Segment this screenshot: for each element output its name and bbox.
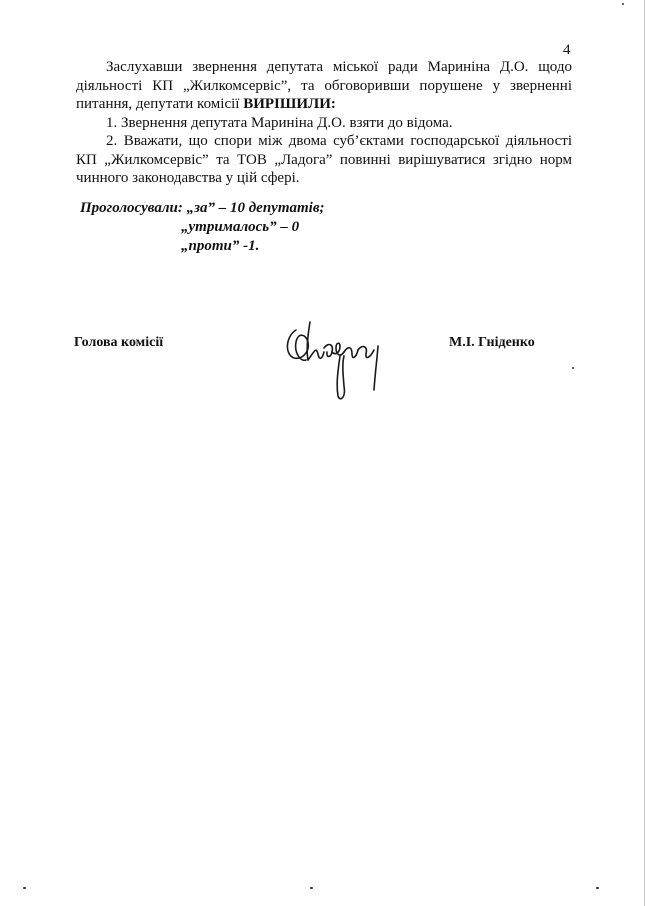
vote-abstained: „утрималось” – 0 bbox=[181, 219, 300, 235]
signatory-title: Голова комісії bbox=[74, 335, 164, 350]
paragraph-line: діяльності КП „Жилкомсервіс”, та обговоривши порушене у зверненні bbox=[76, 77, 572, 94]
paragraph-line: КП „Жилкомсервіс” та ТОВ „Ладога” повинні вирішуватися згідно норм bbox=[76, 151, 572, 168]
page-number: 4 bbox=[563, 42, 571, 58]
vote-for: Проголосували: „за” – 10 депутатів; bbox=[80, 200, 325, 216]
signatory-name: М.І. Гніденко bbox=[449, 335, 535, 350]
vote-results bbox=[80, 199, 325, 256]
paragraph-line: Заслухавши звернення депутата міської ради Мариніна Д.О. щодо bbox=[106, 59, 572, 75]
paragraph-line: 1. Звернення депутата Мариніна Д.О. взяти до відома. bbox=[106, 114, 453, 131]
decision-item-1 bbox=[76, 114, 572, 133]
paragraph-line: чинного законодавства у цій сфері. bbox=[76, 170, 300, 186]
scan-speck bbox=[572, 367, 574, 369]
handwritten-signature bbox=[282, 312, 394, 404]
decided-heading: ВИРІШИЛИ: bbox=[243, 96, 336, 112]
scan-speck bbox=[622, 3, 624, 5]
document-body bbox=[76, 58, 572, 188]
paragraph-hearing bbox=[76, 58, 572, 114]
paragraph-line: 2. Вважати, що спори між двома суб’єктами господарської діяльності bbox=[106, 133, 572, 149]
scan-speck bbox=[23, 887, 26, 889]
decision-item-2 bbox=[76, 132, 572, 188]
scan-speck bbox=[596, 887, 599, 889]
vote-against: „проти” -1. bbox=[181, 238, 260, 254]
paragraph-line bbox=[76, 95, 572, 114]
scan-speck bbox=[310, 887, 313, 889]
paragraph-text: питання, депутати комісії bbox=[76, 96, 240, 112]
